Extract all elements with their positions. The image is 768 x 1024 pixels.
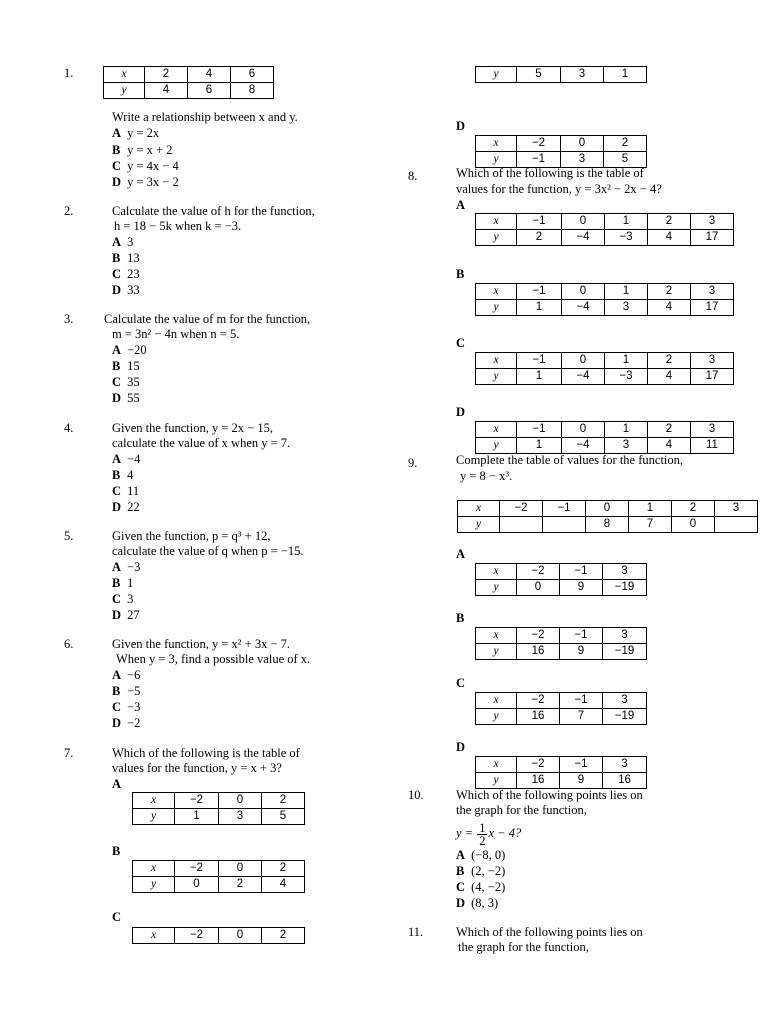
table-row-x: [458, 501, 758, 517]
table-cell: −1: [517, 214, 562, 230]
table-cell: 16: [517, 644, 560, 660]
table-cell: 4: [145, 83, 188, 99]
table-cell: −19: [603, 580, 647, 596]
option-d-table[interactable]: [475, 135, 647, 168]
table-cell: −2: [517, 564, 560, 580]
table-row-y: [476, 67, 647, 83]
option-d[interactable]: D (8, 3): [456, 896, 499, 910]
table-cell: 2: [219, 877, 262, 893]
question-text: Which of the following is the table of: [456, 166, 644, 180]
table-cell: y: [458, 517, 500, 533]
option-d-label[interactable]: D: [456, 119, 466, 133]
table-cell: 2: [145, 67, 188, 83]
table-row-x: [104, 67, 274, 83]
table-cell: −4: [562, 230, 605, 246]
option-b[interactable]: B y = x + 2: [112, 143, 173, 157]
table-cell: 3: [691, 214, 734, 230]
option-c-table-y[interactable]: [475, 66, 647, 83]
option-d[interactable]: D 55: [112, 391, 140, 405]
option-b-label[interactable]: B: [456, 267, 465, 281]
option-d[interactable]: D 33: [112, 283, 140, 297]
table-cell: 16: [603, 773, 647, 789]
table-cell: x: [133, 928, 175, 944]
table-cell: 0: [219, 928, 262, 944]
table-cell: 3: [715, 501, 758, 517]
option-d-label[interactable]: D: [456, 740, 466, 754]
table-cell: −2: [517, 693, 560, 709]
table-cell: 4: [648, 230, 691, 246]
table-cell: 1: [605, 214, 648, 230]
table-cell: x: [476, 136, 517, 152]
table-cell: 8: [586, 517, 629, 533]
option-c[interactable]: C 11: [112, 484, 140, 498]
table-cell: 0: [219, 793, 262, 809]
table-row-x: [476, 353, 734, 369]
table-cell: 4: [262, 877, 305, 893]
question-text: Complete the table of values for the function,: [456, 453, 684, 467]
table-cell: 2: [672, 501, 715, 517]
option-a-table[interactable]: [475, 563, 647, 596]
question-text: y = 8 − x³.: [460, 469, 513, 483]
table-cell: x: [476, 284, 517, 300]
table-cell: 16: [517, 773, 560, 789]
option-b-table[interactable]: [475, 627, 647, 660]
table-cell: 1: [604, 67, 647, 83]
option-d-table[interactable]: [475, 421, 734, 454]
option-a[interactable]: A 3: [112, 235, 134, 249]
table-cell: x: [476, 353, 517, 369]
option-a[interactable]: A y = 2x: [112, 126, 160, 140]
table-cell: 5: [262, 809, 305, 825]
option-b[interactable]: B 13: [112, 251, 140, 265]
option-d[interactable]: D 22: [112, 500, 140, 514]
table-cell: −4: [562, 438, 605, 454]
table-row-y: [104, 83, 274, 99]
table-row-y: [476, 369, 734, 385]
option-a[interactable]: A −20: [112, 343, 147, 357]
table-cell: −3: [605, 369, 648, 385]
question-text: When y = 3, find a possible value of x.: [116, 652, 311, 666]
table-cell[interactable]: [715, 517, 758, 533]
option-d[interactable]: D −2: [112, 716, 141, 730]
option-a[interactable]: A −6: [112, 668, 141, 682]
question-text: the graph for the function,: [458, 940, 589, 954]
question-text: values for the function, y = 3x² − 2x − 4?: [456, 182, 662, 196]
option-d[interactable]: D y = 3x − 2: [112, 175, 179, 189]
option-d-table[interactable]: [475, 756, 647, 789]
question-text: Given the function, p = q³ + 12,: [112, 529, 271, 543]
option-b[interactable]: B 4: [112, 468, 134, 482]
table-cell: 2: [262, 861, 305, 877]
table-cell: −1: [517, 353, 562, 369]
question-number: 4.: [64, 421, 74, 435]
table-cell: 9: [560, 580, 603, 596]
table-cell: y: [476, 230, 517, 246]
table-cell: x: [476, 628, 517, 644]
question-text: m = 3n² − 4n when n = 5.: [112, 327, 240, 341]
table-cell: 5: [604, 152, 647, 168]
table-cell: x: [458, 501, 500, 517]
question-text: calculate the value of q when p = −15.: [112, 544, 304, 558]
table-cell: y: [476, 773, 517, 789]
table-cell: y: [133, 809, 175, 825]
table-cell: −1: [517, 284, 562, 300]
question-text: Calculate the value of m for the function,: [104, 312, 311, 326]
table-cell: y: [133, 877, 175, 893]
question-number: 11.: [408, 925, 424, 939]
table-row-y: [133, 877, 305, 893]
table-cell: −1: [560, 757, 603, 773]
table-row-y: [476, 773, 647, 789]
question-text: values for the function, y = x + 3?: [112, 761, 282, 775]
table-cell: 2: [517, 230, 562, 246]
question-number: 5.: [64, 529, 74, 543]
option-c-label[interactable]: C: [456, 676, 466, 690]
table-cell: 3: [219, 809, 262, 825]
table-cell: y: [476, 438, 517, 454]
table-cell: −1: [560, 564, 603, 580]
table-cell: −2: [175, 928, 219, 944]
table-cell: 16: [517, 709, 560, 725]
table-cell: 4: [648, 438, 691, 454]
table-cell: y: [476, 152, 517, 168]
table-row-x: [476, 422, 734, 438]
table-cell: −4: [562, 369, 605, 385]
table-cell: −2: [517, 628, 560, 644]
table-cell: 5: [517, 67, 561, 83]
option-c[interactable]: C y = 4x − 4: [112, 159, 179, 173]
table-cell: 0: [562, 353, 605, 369]
table-cell: 3: [605, 438, 648, 454]
table-cell: −2: [500, 501, 543, 517]
table-cell: 3: [691, 284, 734, 300]
table-cell: 17: [691, 300, 734, 316]
table-cell: −1: [543, 501, 586, 517]
table-cell: 8: [231, 83, 274, 99]
option-a[interactable]: A −3: [112, 560, 141, 574]
table-cell: −1: [560, 628, 603, 644]
table-cell: 1: [605, 284, 648, 300]
table-cell: 4: [188, 67, 231, 83]
question-number: 3.: [64, 312, 74, 326]
table-row-y: [476, 644, 647, 660]
question-number: 8.: [408, 169, 418, 183]
table-cell: 2: [648, 422, 691, 438]
option-d[interactable]: D 27: [112, 608, 140, 622]
table-cell: 3: [561, 67, 604, 83]
table-cell: 2: [262, 928, 305, 944]
table-cell[interactable]: [543, 517, 586, 533]
table-cell: y: [476, 644, 517, 660]
option-a-table[interactable]: [132, 792, 305, 825]
table-cell: 1: [517, 369, 562, 385]
table-cell: −1: [517, 152, 561, 168]
option-c-table-x[interactable]: [132, 927, 305, 944]
table-cell: 0: [562, 422, 605, 438]
option-b[interactable]: B −5: [112, 684, 141, 698]
table-cell: 0: [175, 877, 219, 893]
question-number: 10.: [408, 788, 424, 802]
question-text: calculate the value of x when y = 7.: [112, 436, 291, 450]
question-text: Which of the following is the table of: [112, 746, 300, 760]
table-cell: 0: [562, 284, 605, 300]
table-cell: 0: [517, 580, 560, 596]
table-row-x: [476, 284, 734, 300]
table-row-y: [476, 580, 647, 596]
table-cell: 2: [648, 353, 691, 369]
question-text: Given the function, y = 2x − 15,: [112, 421, 273, 435]
option-b[interactable]: B (2, −2): [456, 864, 506, 878]
table-cell: 17: [691, 230, 734, 246]
table-cell: 2: [604, 136, 647, 152]
table-cell: 9: [560, 773, 603, 789]
table-cell: 1: [175, 809, 219, 825]
option-a[interactable]: A −4: [112, 452, 141, 466]
table-cell: −2: [175, 861, 219, 877]
table-cell: 1: [517, 438, 562, 454]
option-a-table[interactable]: [475, 213, 734, 246]
question-text: Which of the following points lies on: [456, 788, 643, 802]
option-a-label[interactable]: A: [456, 198, 466, 212]
table-row-x: [133, 928, 305, 944]
table-cell: x: [133, 861, 175, 877]
table-cell: 2: [648, 214, 691, 230]
table-cell: 3: [691, 353, 734, 369]
table-row-x: [476, 757, 647, 773]
table-cell: x: [133, 793, 175, 809]
table-cell: 1: [517, 300, 562, 316]
table-cell: 6: [231, 67, 274, 83]
question-text: the graph for the function,: [456, 803, 587, 817]
table-cell: −2: [517, 136, 561, 152]
table-cell: 0: [562, 214, 605, 230]
question-text: Calculate the value of h for the function,: [112, 204, 315, 218]
table-cell: y: [104, 83, 145, 99]
table-cell: 1: [605, 353, 648, 369]
table-cell: 0: [561, 136, 604, 152]
table-row-y: [476, 300, 734, 316]
table-cell: −1: [517, 422, 562, 438]
table-cell: 2: [262, 793, 305, 809]
table-row-y: [476, 709, 647, 725]
option-b-table[interactable]: [132, 860, 305, 893]
option-c[interactable]: C −3: [112, 700, 141, 714]
table-cell: 3: [603, 564, 647, 580]
fraction: [477, 822, 487, 847]
fraction-numerator: 1: [479, 820, 486, 835]
table-cell: y: [476, 580, 517, 596]
table-cell: y: [476, 300, 517, 316]
table-row-x: [476, 564, 647, 580]
option-c-label[interactable]: C: [456, 336, 466, 350]
option-a-label[interactable]: A: [456, 547, 466, 561]
table-cell: −19: [603, 709, 647, 725]
equation-rhs: x − 4?: [488, 826, 522, 840]
table-row-x: [476, 693, 647, 709]
table-cell: 4: [648, 369, 691, 385]
table-row-x: [476, 214, 734, 230]
table-cell: x: [476, 564, 517, 580]
table-row-x: [133, 861, 305, 877]
option-a-label[interactable]: A: [112, 777, 122, 791]
table-cell: 0: [219, 861, 262, 877]
table-cell: x: [476, 422, 517, 438]
table-cell[interactable]: [500, 517, 543, 533]
value-table: [103, 66, 274, 99]
question-text: Write a relationship between x and y.: [112, 110, 298, 124]
option-b-table[interactable]: [475, 283, 734, 316]
table-row-x: [476, 136, 647, 152]
table-cell: y: [476, 709, 517, 725]
table-cell: 17: [691, 369, 734, 385]
table-cell: −4: [562, 300, 605, 316]
table-cell: −3: [605, 230, 648, 246]
fraction-denominator: 2: [479, 833, 486, 848]
question-text: Which of the following points lies on: [456, 925, 643, 939]
equation-lhs: y =: [456, 826, 474, 840]
table-cell: y: [476, 369, 517, 385]
table-cell: 9: [560, 644, 603, 660]
option-d-label[interactable]: D: [456, 405, 466, 419]
table-cell: x: [476, 214, 517, 230]
option-c-label[interactable]: C: [112, 910, 122, 924]
table-row-y: [133, 809, 305, 825]
question-number: 7.: [64, 746, 74, 760]
table-cell: 0: [586, 501, 629, 517]
option-c[interactable]: C 35: [112, 375, 140, 389]
question-text: Given the function, y = x² + 3x − 7.: [112, 637, 290, 651]
value-table: [457, 500, 758, 533]
table-cell: 4: [648, 300, 691, 316]
option-c-table[interactable]: [475, 692, 647, 725]
table-cell: 3: [603, 693, 647, 709]
option-c[interactable]: C 23: [112, 267, 140, 281]
table-cell: 7: [629, 517, 672, 533]
table-row-y: [476, 230, 734, 246]
question-number: 1.: [64, 66, 74, 80]
table-cell: 3: [691, 422, 734, 438]
table-cell: x: [476, 757, 517, 773]
table-row-x: [476, 628, 647, 644]
table-cell: 3: [603, 757, 647, 773]
table-row-y: [476, 438, 734, 454]
table-cell: 11: [691, 438, 734, 454]
table-cell: x: [104, 67, 145, 83]
option-c[interactable]: C 3: [112, 592, 134, 606]
table-cell: 3: [561, 152, 604, 168]
table-cell: −2: [175, 793, 219, 809]
question-text: h = 18 − 5k when k = −3.: [114, 219, 242, 233]
option-c-table[interactable]: [475, 352, 734, 385]
table-row-y: [458, 517, 758, 533]
table-cell: −1: [560, 693, 603, 709]
option-b-label[interactable]: B: [112, 844, 121, 858]
question-number: 9.: [408, 456, 418, 470]
table-cell: 1: [629, 501, 672, 517]
table-row-x: [133, 793, 305, 809]
table-cell: x: [476, 693, 517, 709]
table-cell: 1: [605, 422, 648, 438]
option-b[interactable]: B 15: [112, 359, 140, 373]
option-b[interactable]: B 1: [112, 576, 134, 590]
table-cell: 3: [605, 300, 648, 316]
table-cell: 2: [648, 284, 691, 300]
table-cell: y: [476, 67, 517, 83]
question-number: 6.: [64, 637, 74, 651]
table-cell: −2: [517, 757, 560, 773]
table-cell: 0: [672, 517, 715, 533]
option-a[interactable]: A (−8, 0): [456, 848, 506, 862]
option-c[interactable]: C (4, −2): [456, 880, 506, 894]
question-number: 2.: [64, 204, 74, 218]
table-cell: 6: [188, 83, 231, 99]
table-cell: 7: [560, 709, 603, 725]
table-cell: 3: [603, 628, 647, 644]
option-b-label[interactable]: B: [456, 611, 465, 625]
function-equation: [456, 818, 521, 848]
table-cell: −19: [603, 644, 647, 660]
